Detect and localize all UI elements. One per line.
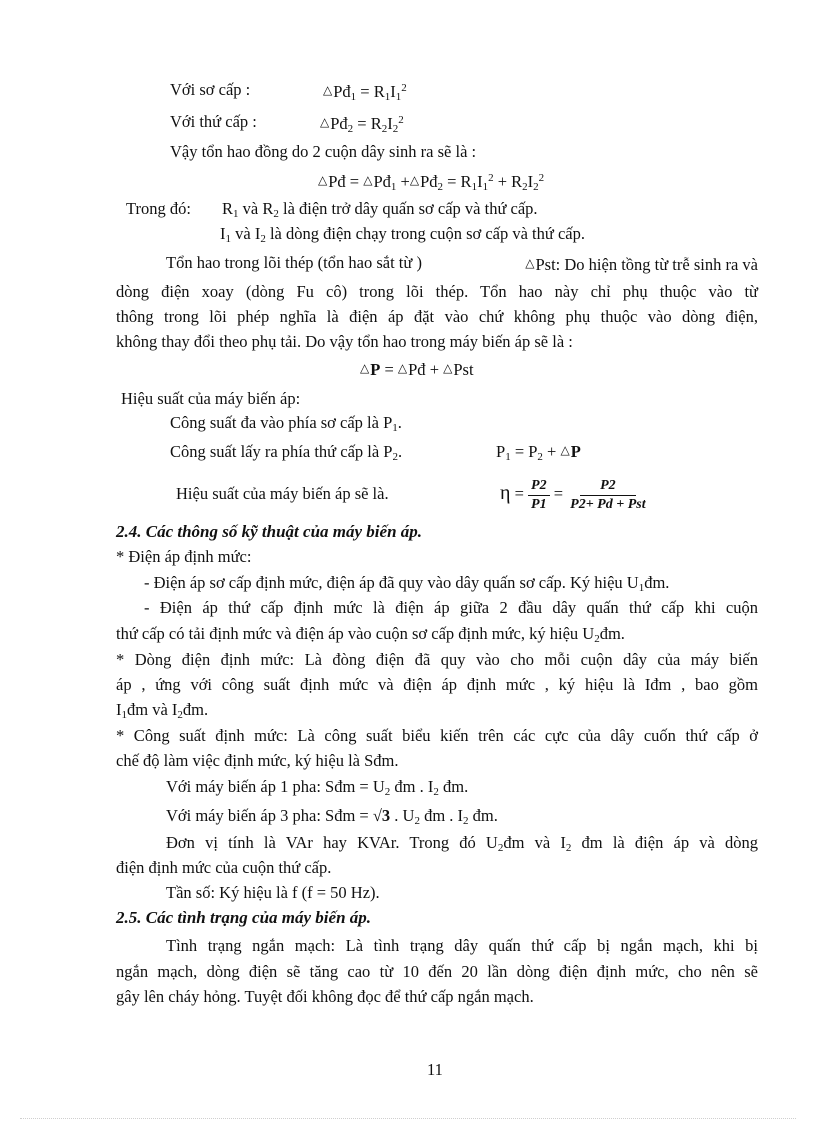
section-2-4-title: 2.4. Các thông số kỹ thuật của máy biến áp. xyxy=(116,522,423,541)
section-2-5-title: 2.5. Các tình trạng của máy biến áp. xyxy=(116,908,372,927)
iron-loss-line-3: thông trong lõi phép nghĩa là điện áp đặt vào chứ không phụ thuộc vào dòng điện, xyxy=(116,307,758,326)
delta-icon: △ xyxy=(318,173,328,187)
rated-power-l1: * Công suất định mức: Là công suất biểu kiến trên các cực của dây cuốn thứ cấp ở xyxy=(116,726,758,745)
footer-dotted-rule xyxy=(20,1118,796,1119)
one-phase-formula: Với máy biến áp 1 pha: Sđm = $U_2$ đm . $I_2$ đm. xyxy=(166,777,469,798)
unit-line-2: điện định mức của cuộn thứ cấp. xyxy=(116,858,332,877)
secondary-loss-formula: $\triangle Pđ_2 = R_2I_2^2$ xyxy=(320,114,404,135)
rated-primary-voltage: - Điện áp sơ cấp định mức, điện áp đã quy vào dây quấn sơ cấp. Ký hiệu $U_1đm$. xyxy=(144,573,670,594)
short-circuit-l2: ngắn mạch, dòng điện sẽ tăng cao từ 10 đến 20 lần dòng điện định mức, cho nên sẽ xyxy=(116,962,758,981)
delta-icon: △ xyxy=(320,115,330,129)
iron-loss-line-1-b: △Pst: Do hiện tồng từ trễ sinh ra và xyxy=(525,255,758,274)
delta-icon: △ xyxy=(363,173,373,187)
delta-icon: △ xyxy=(323,83,333,97)
where-resistance-line: $R_1$ và $R_2$ là điện trở dây quấn sơ cấp và thứ cấp. xyxy=(222,199,538,220)
fraction-p2-total: $\frac{P2}{\text{P2+ Pd + Pst}}$ xyxy=(570,477,646,512)
where-label: Trong đó: xyxy=(126,199,191,218)
three-phase-formula: Với máy biến áp 3 pha: Sđm = √3 . $U_2$ đm . $I_2$ đm. xyxy=(166,806,498,827)
delta-icon: △ xyxy=(360,361,370,375)
total-loss-formula: △P = △Pđ + △Pst xyxy=(360,360,474,379)
delta-icon: △ xyxy=(409,173,420,187)
efficiency-line: Hiệu suất của máy biến áp sẽ là. xyxy=(176,484,389,503)
rated-current-l3: $I_1đm$ và $I_2đm$. xyxy=(116,700,209,721)
output-power-line: Công suất lấy ra phía thứ cấp là $P_2$. xyxy=(170,442,403,463)
rated-current-l2: áp , ứng với công suất định mức và điện áp định mức , ký hiệu là Iđm , bao gồm xyxy=(116,675,758,694)
short-circuit-l3: gây lên cháy hỏng. Tuyệt đối không đọc để thứ cấp ngắn mạch. xyxy=(116,987,534,1006)
iron-loss-line-2: dòng điện xoay (dòng Fu cô) trong lõi thép. Tổn hao này chỉ phụ thuộc vào từ xyxy=(116,282,758,301)
fraction-p2-p1: $\frac{P2}{P1}$ xyxy=(528,478,550,513)
rated-secondary-voltage-l1: - Điện áp thứ cấp định mức là điện áp giữa 2 đầu dây quấn thứ cấp khi cuộn xyxy=(144,598,758,617)
iron-loss-line-1: Tổn hao trong lõi thép (tổn hao sắt từ ) △Pst: Do hiện tồng từ trễ sinh ra và xyxy=(166,253,758,274)
iron-loss-line-4: không thay đổi theo phụ tải. Do vậy tổn hao trong máy biến áp sẽ là : xyxy=(116,332,573,351)
delta-icon: △ xyxy=(560,443,570,457)
power-balance-formula: $P_1 = P_2$ + △P xyxy=(496,442,581,463)
frequency-line: Tần số: Ký hiệu là f (f = 50 Hz). xyxy=(166,883,380,902)
delta-icon: △ xyxy=(443,361,453,375)
unit-line-1: Đơn vị tính là VAr hay KVAr. Trong đó $U_2đm$ và $I_2$ đm là điện áp và dòng xyxy=(166,833,759,854)
rated-voltage-title: * Điện áp định mức: xyxy=(116,547,252,566)
where-current-line: $I_1$ và $I_2$ là dòng điện chạy trong cuộn sơ cấp và thứ cấp. xyxy=(220,224,585,245)
rated-secondary-voltage-l2: thứ cấp có tải định mức và điện áp vào cuộn sơ cấp định mức, ký hiệu $U_2đm$. xyxy=(116,624,625,645)
efficiency-title: Hiệu suất của máy biến áp: xyxy=(121,389,301,408)
delta-icon: △ xyxy=(397,361,408,375)
delta-icon: △ xyxy=(525,256,535,270)
rated-power-l2: chế độ làm việc định mức, ký hiệu là Sđm. xyxy=(116,751,399,770)
input-power-line: Công suất đa vào phía sơ cấp là $P_1$. xyxy=(170,413,402,434)
page-number: 11 xyxy=(427,1060,443,1079)
secondary-loss-label: Với thứ cấp : xyxy=(170,112,257,131)
primary-loss-label: Với sơ cấp : xyxy=(170,80,251,99)
copper-loss-total-formula: △Pđ = $\triangle Pđ_1$ $+\triangle Pđ_2 = R_1I_1^2 + R_2I_2^2$ xyxy=(318,172,545,193)
primary-loss-formula: $\triangle Pđ_1 = R_1I_1^2$ xyxy=(323,82,407,103)
rated-current-l1: * Dòng điện định mức: Là đòng điện đã quy vào cho mỗi cuộn dây của máy biến xyxy=(116,650,758,669)
efficiency-formula: η = $\frac{P2}{P1}$ = $\frac{P2}{\text{P2+ Pd + Pst}}$ xyxy=(500,470,649,517)
copper-loss-intro: Vậy tổn hao đồng do 2 cuộn dây sinh ra sẽ là : xyxy=(170,142,477,161)
short-circuit-l1: Tình trạng ngắn mạch: Là tình trạng dây quấn thứ cấp bị ngắn mạch, khi bị xyxy=(166,936,758,955)
